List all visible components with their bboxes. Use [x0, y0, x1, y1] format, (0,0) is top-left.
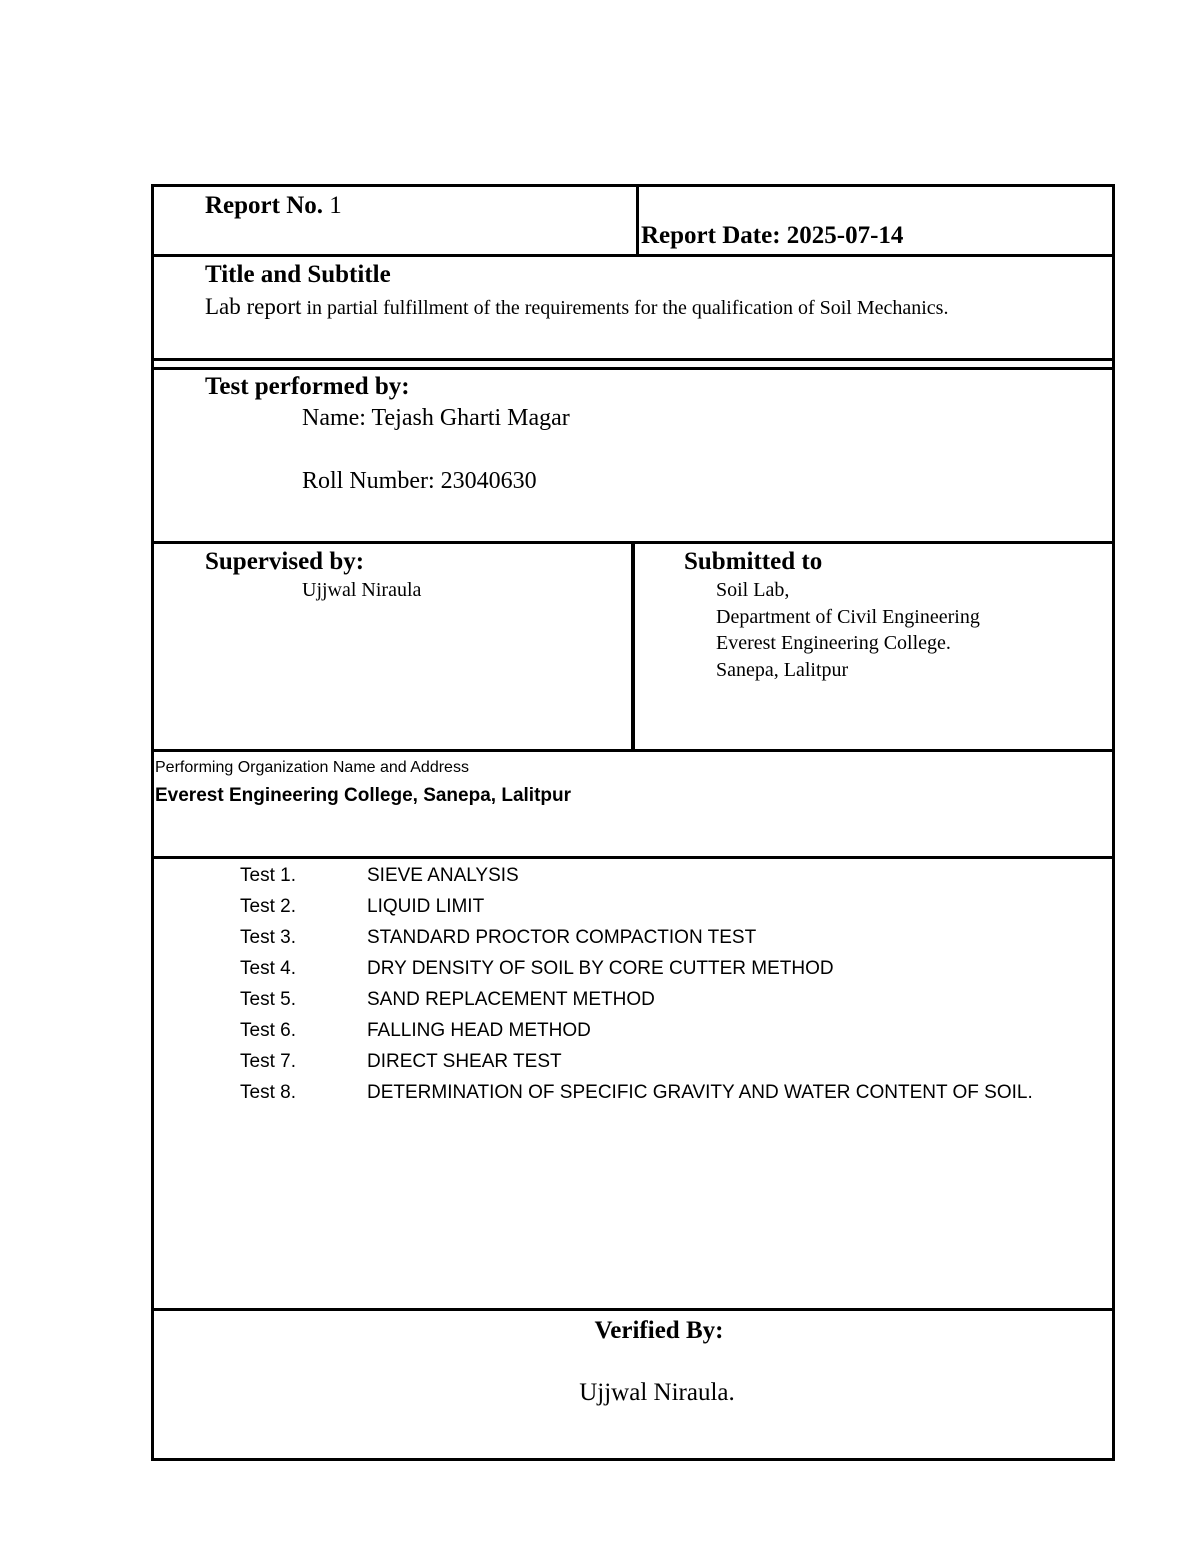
divider-header-vertical	[636, 184, 639, 256]
test-label: Test 4.	[240, 958, 296, 979]
title-heading: Title and Subtitle	[205, 261, 391, 288]
divider-tests	[151, 1308, 1115, 1311]
report-number-label: Report No.	[205, 192, 324, 219]
supervisor-heading: Supervised by:	[205, 548, 365, 575]
test-label: Test 6.	[240, 1020, 296, 1041]
supervisor-name: Ujjwal Niraula	[302, 579, 422, 601]
title-text-lead: Lab report	[205, 294, 302, 319]
report-number	[205, 192, 342, 220]
test-label: Test 1.	[240, 865, 296, 886]
divider-organization	[151, 856, 1115, 859]
test-name: LIQUID LIMIT	[367, 896, 485, 917]
test-name: SAND REPLACEMENT METHOD	[367, 989, 655, 1010]
performer-name: Name: Tejash Gharti Magar	[302, 405, 570, 431]
organization-value: Everest Engineering College, Sanepa, Lalitpur	[155, 785, 571, 806]
submitted-line: Sanepa, Lalitpur	[716, 659, 849, 681]
verified-heading: Verified By:	[594, 1317, 724, 1344]
submitted-line: Soil Lab,	[716, 579, 790, 601]
performer-heading: Test performed by:	[205, 373, 410, 400]
test-name: DIRECT SHEAR TEST	[367, 1051, 562, 1072]
test-label: Test 7.	[240, 1051, 296, 1072]
report-date: Report Date: 2025-07-14	[641, 222, 904, 249]
test-label: Test 3.	[240, 927, 296, 948]
verifier-name: Ujjwal Niraula.	[579, 1379, 735, 1406]
submitted-line: Everest Engineering College.	[716, 632, 951, 654]
test-name: STANDARD PROCTOR COMPACTION TEST	[367, 927, 757, 948]
performer-roll-number: Roll Number: 23040630	[302, 468, 537, 494]
title-text-rest: in partial fulfillment of the requirements for the qualification of Soil Mechanics.	[301, 297, 949, 319]
test-label: Test 5.	[240, 989, 296, 1010]
test-name: FALLING HEAD METHOD	[367, 1020, 591, 1041]
test-label: Test 8.	[240, 1082, 296, 1103]
test-name: DRY DENSITY OF SOIL BY CORE CUTTER METHOD	[367, 958, 834, 979]
divider-title-top	[151, 358, 1115, 361]
divider-supervision-vertical	[631, 541, 635, 751]
divider-header	[151, 254, 1115, 257]
test-label: Test 2.	[240, 896, 296, 917]
report-number-value: 1	[329, 192, 342, 219]
test-name: SIEVE ANALYSIS	[367, 865, 519, 886]
submitted-heading: Submitted to	[684, 548, 823, 575]
title-text	[205, 294, 948, 320]
submitted-line: Department of Civil Engineering	[716, 606, 980, 628]
test-name: DETERMINATION OF SPECIFIC GRAVITY AND WATER CONTENT OF SOIL.	[367, 1082, 1033, 1103]
divider-title-bottom	[151, 367, 1115, 370]
organization-label: Performing Organization Name and Address	[155, 759, 469, 776]
